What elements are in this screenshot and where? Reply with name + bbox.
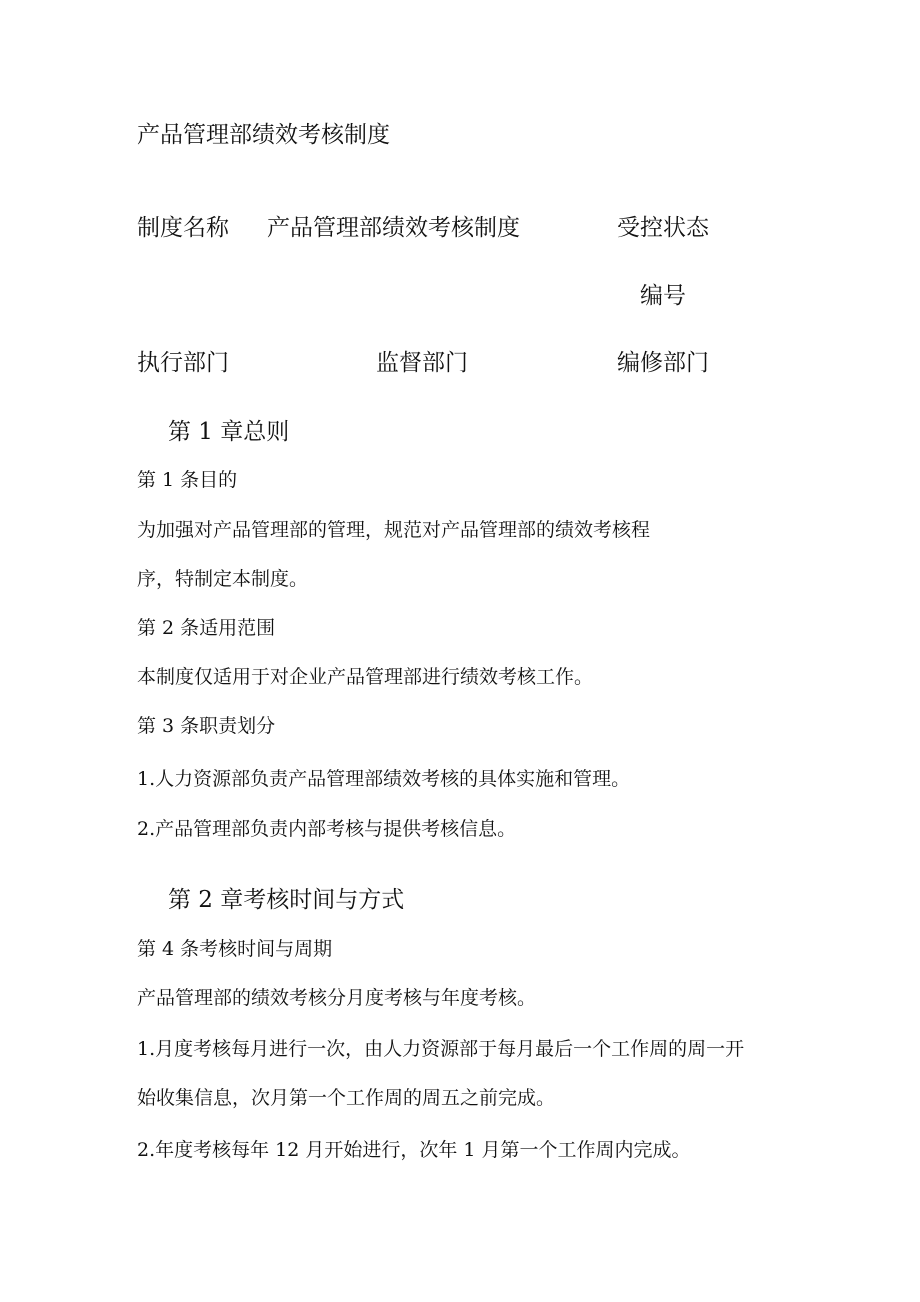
- article1-text-line1: 为加强对产品管理部的管理，规范对产品管理部的绩效考核程: [137, 519, 651, 541]
- name-label: 制度名称: [137, 215, 229, 241]
- number-label: 编号: [640, 283, 686, 309]
- article4-item2: 2.年度考核每年 12 月开始进行，次年 1 月第一个工作周内完成。: [137, 1139, 691, 1161]
- chapter2-heading: 第 2 章考核时间与方式: [168, 887, 405, 913]
- status-label: 受控状态: [617, 215, 709, 241]
- exec-dept-label: 执行部门: [137, 350, 229, 376]
- article4-intro: 产品管理部的绩效考核分月度考核与年度考核。: [137, 987, 537, 1009]
- article3-title: 第 3 条职责划分: [137, 715, 276, 737]
- supervise-dept-label: 监督部门: [376, 350, 468, 376]
- article1-text-line2: 序，特制定本制度。: [137, 568, 309, 590]
- document-title: 产品管理部绩效考核制度: [137, 122, 390, 148]
- article4-title: 第 4 条考核时间与周期: [137, 938, 333, 960]
- article4-item1-line2: 始收集信息，次月第一个工作周的周五之前完成。: [137, 1087, 556, 1109]
- name-value: 产品管理部绩效考核制度: [267, 215, 520, 241]
- article2-title: 第 2 条适用范围: [137, 617, 276, 639]
- article2-text: 本制度仅适用于对企业产品管理部进行绩效考核工作。: [137, 666, 594, 688]
- article4-item1-line1: 1.月度考核每月进行一次，由人力资源部于每月最后一个工作周的周一开: [137, 1038, 745, 1060]
- article3-item2: 2.产品管理部负责内部考核与提供考核信息。: [137, 818, 517, 840]
- edit-dept-label: 编修部门: [617, 350, 709, 376]
- article1-title: 第 1 条目的: [137, 469, 238, 491]
- article3-item1: 1.人力资源部负责产品管理部绩效考核的具体实施和管理。: [137, 768, 631, 790]
- chapter1-heading: 第 1 章总则: [168, 419, 290, 445]
